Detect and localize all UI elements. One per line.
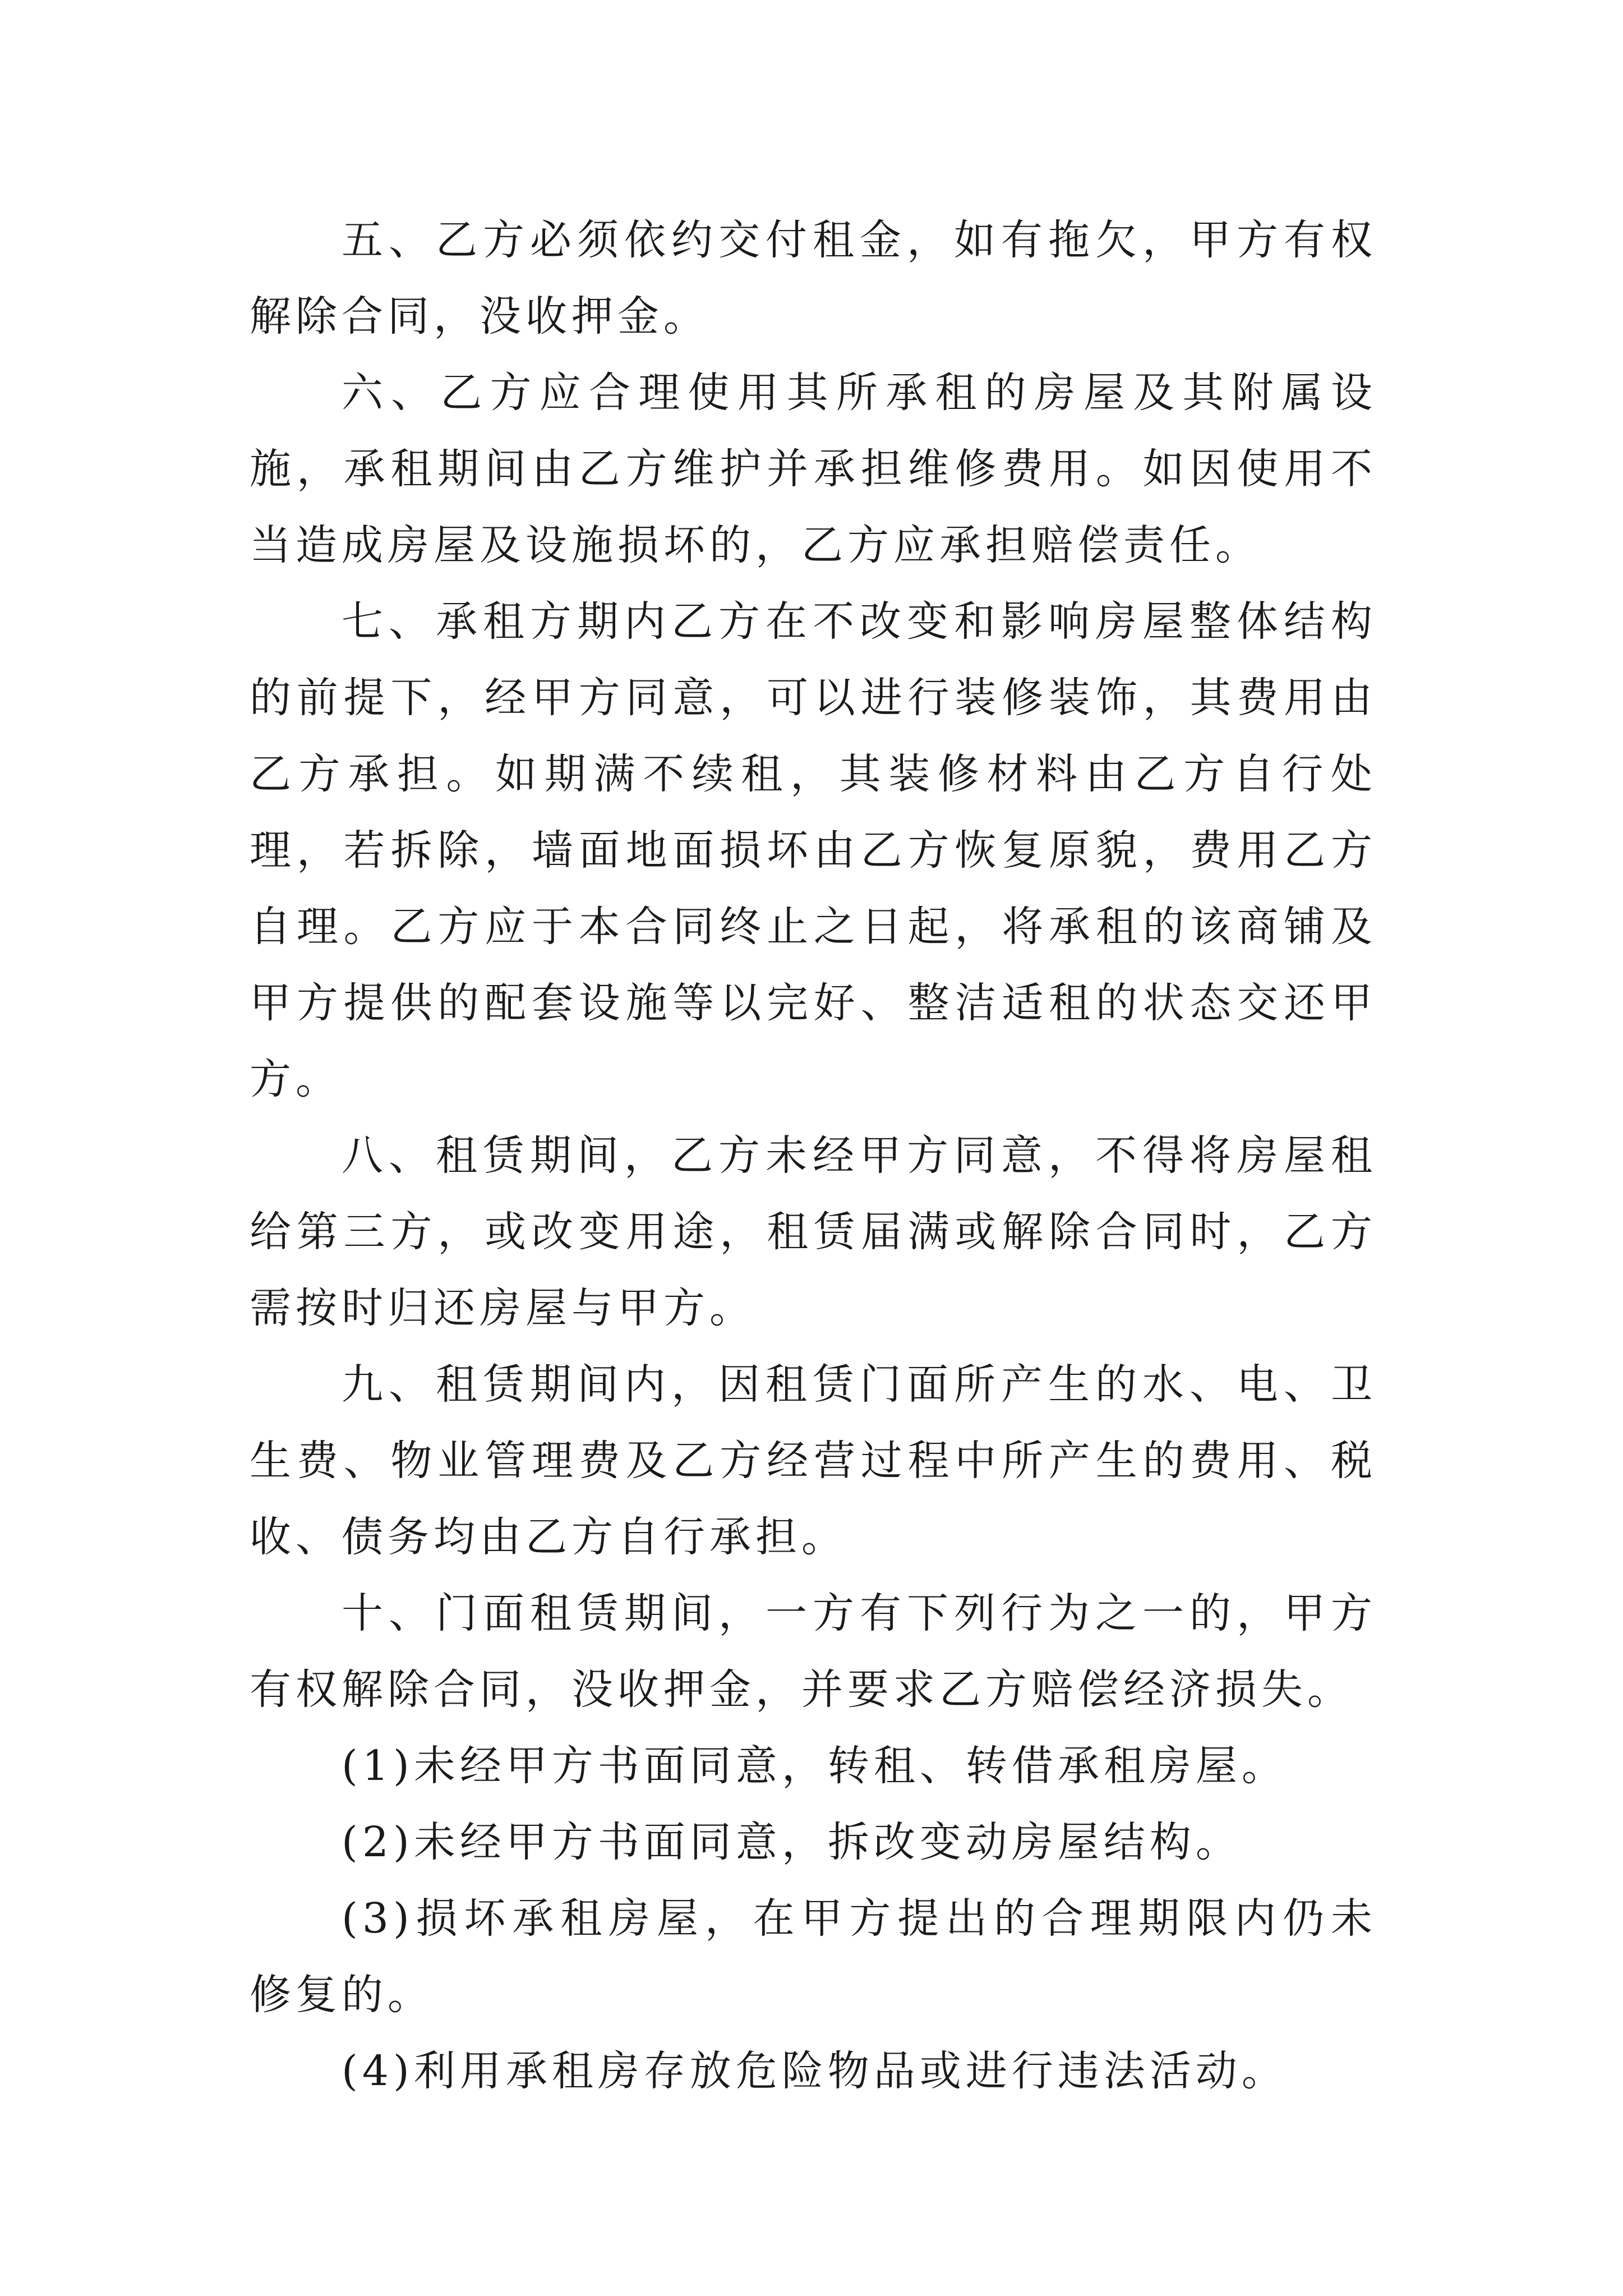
clause-5: 五、乙方必须依约交付租金，如有拖欠，甲方有权解除合同，没收押金。 xyxy=(250,216,1377,341)
clause-6: 六、乙方应合理使用其所承租的房屋及其附属设施，承租期间由乙方维护并承担维修费用。如因使用不当造成房屋及设施损坏的，乙方应承担赔偿责任。 xyxy=(250,369,1377,569)
document-body xyxy=(250,202,1377,2109)
clause-10: 十、门面租赁期间，一方有下列行为之一的，甲方有权解除合同，没收押金，并要求乙方赔偿经济损失。 xyxy=(250,1589,1377,1714)
sub-item-4: (4)利用承租房存放危险物品或进行违法活动。 xyxy=(342,2047,1288,2095)
clause-8: 八、租赁期间，乙方未经甲方同意，不得将房屋租给第三方，或改变用途，租赁届满或解除合同时，乙方需按时归还房屋与甲方。 xyxy=(250,1131,1377,1332)
sub-item-1: (1)未经甲方书面同意，转租、转借承租房屋。 xyxy=(342,1742,1288,1790)
sub-item-2: (2)未经甲方书面同意，拆改变动房屋结构。 xyxy=(342,1818,1242,1866)
clause-7: 七、承租方期内乙方在不改变和影响房屋整体结构的前提下，经甲方同意，可以进行装修装饰，其费用由乙方承担。如期满不续租，其装修材料由乙方自行处理，若拆除，墙面地面损坏由乙方恢复原貌，费用乙方自理。乙方应于本合同终止之日起，将承租的该商铺及甲方提供的配套设施等以完好、整洁适租的状态交还甲方。 xyxy=(250,597,1377,1103)
clause-9: 九、租赁期间内，因租赁门面所产生的水、电、卫生费、物业管理费及乙方经营过程中所产生的费用、税收、债务均由乙方自行承担。 xyxy=(250,1360,1377,1561)
sub-item-3: (3)损坏承租房屋，在甲方提出的合理期限内仍未修复的。 xyxy=(250,1894,1377,2019)
